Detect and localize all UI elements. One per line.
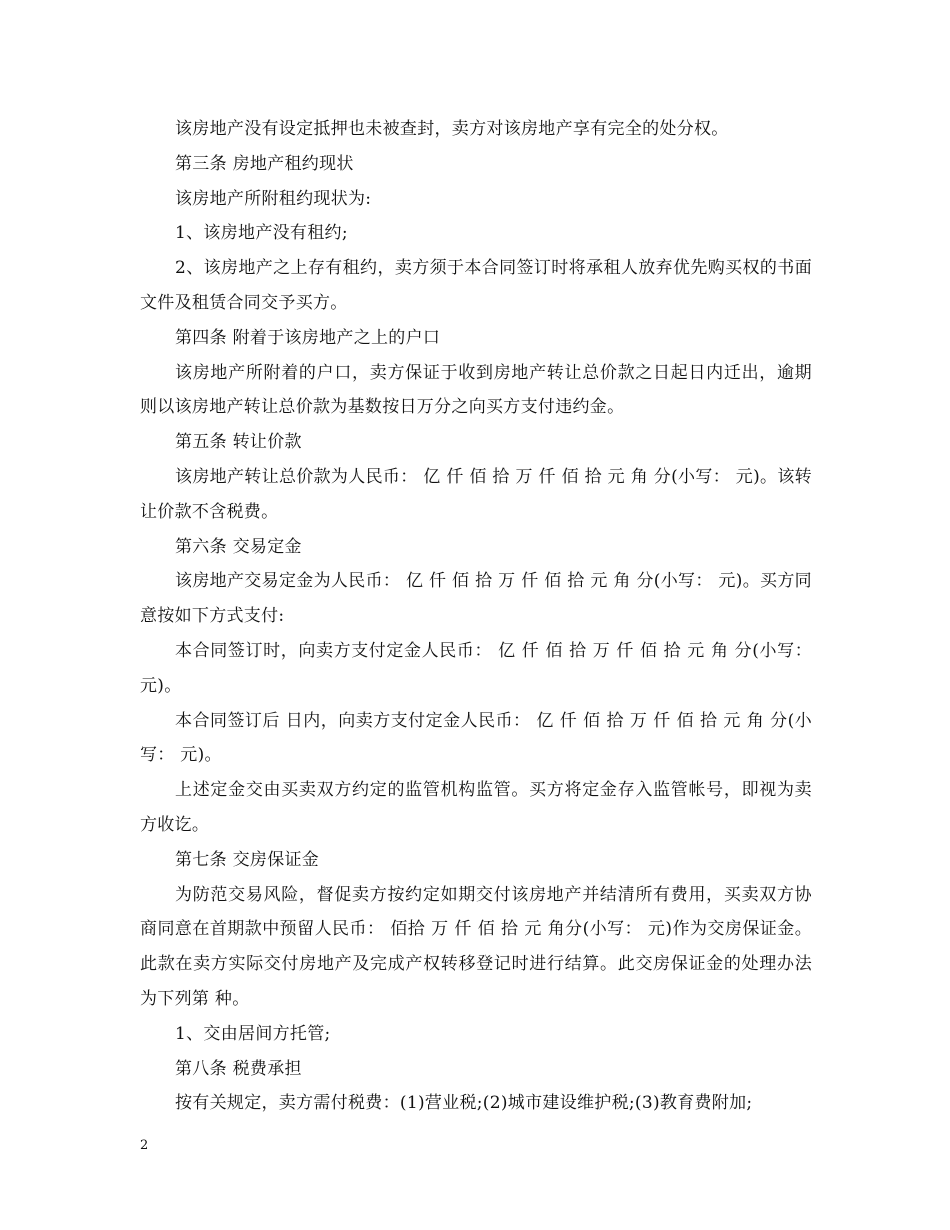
page-number: 2	[140, 1138, 149, 1153]
paragraph-deposit-after-signing: 本合同签订后 日内，向卖方支付定金人民币： 亿 仟 佰 拾 万 仟 佰 拾 元 角 分(小写： 元)。	[140, 710, 812, 766]
heading-article-3: 第三条 房地产租约现状	[175, 153, 354, 174]
paragraph-lease-option-1: 1、该房地产没有租约;	[175, 223, 348, 244]
heading-article-6: 第六条 交易定金	[175, 536, 302, 557]
paragraph-lease-option-2: 2、该房地产之上存有租约，卖方须于本合同签订时将承租人放弃优先购买权的书面文件及租赁合同交予买方。	[140, 258, 812, 313]
paragraph-deposit-on-signing: 本合同签订时，向卖方支付定金人民币： 亿 仟 佰 拾 万 仟 佰 拾 元 角 分(小写： 元)。	[140, 640, 812, 696]
paragraph-mortgage-status: 该房地产没有设定抵押也未被查封，卖方对该房地产享有完全的处分权。	[175, 119, 729, 139]
heading-article-8: 第八条 税费承担	[175, 1058, 302, 1079]
paragraph-lease-status-intro: 该房地产所附租约现状为:	[175, 188, 372, 209]
document-body	[140, 112, 812, 1121]
paragraph-deposit-escrow: 上述定金交由买卖双方约定的监管机构监管。买方将定金存入监管帐号，即视为卖方收讫。	[140, 780, 812, 835]
paragraph-transfer-price: 该房地产转让总价款为人民币： 亿 仟 佰 拾 万 仟 佰 拾 元 角 分(小写： 元)。该转让价款不含税费。	[140, 466, 812, 522]
heading-article-5: 第五条 转让价款	[175, 432, 302, 453]
heading-article-4: 第四条 附着于该房地产之上的户口	[175, 327, 441, 348]
paragraph-tax-burden: 按有关规定，卖方需付税费：(1)营业税;(2)城市建设维护税;(3)教育费附加;	[175, 1093, 753, 1114]
paragraph-deposit-amount: 该房地产交易定金为人民币： 亿 仟 佰 拾 万 仟 佰 拾 元 角 分(小写： 元)。买方同意按如下方式支付:	[140, 571, 812, 627]
heading-article-7: 第七条 交房保证金	[175, 849, 320, 870]
paragraph-guarantee-option-1: 1、交由居间方托管;	[175, 1023, 331, 1044]
paragraph-household-registration: 该房地产所附着的户口，卖方保证于收到房地产转让总价款之日起日内迁出，逾期则以该房地产转让总价款为基数按日万分之向买方支付违约金。	[140, 362, 812, 418]
paragraph-handover-guarantee: 为防范交易风险，督促卖方按约定如期交付该房地产并结清所有费用，买卖双方协商同意在首期款中预留人民币： 佰拾 万 仟 佰 拾 元 角分(小写： 元)作为交房保证金。此款在卖方实际交付房地产及完成产权转移登记时进行结算。此交房保证金的处理办法为下列第 种。	[140, 884, 812, 1009]
